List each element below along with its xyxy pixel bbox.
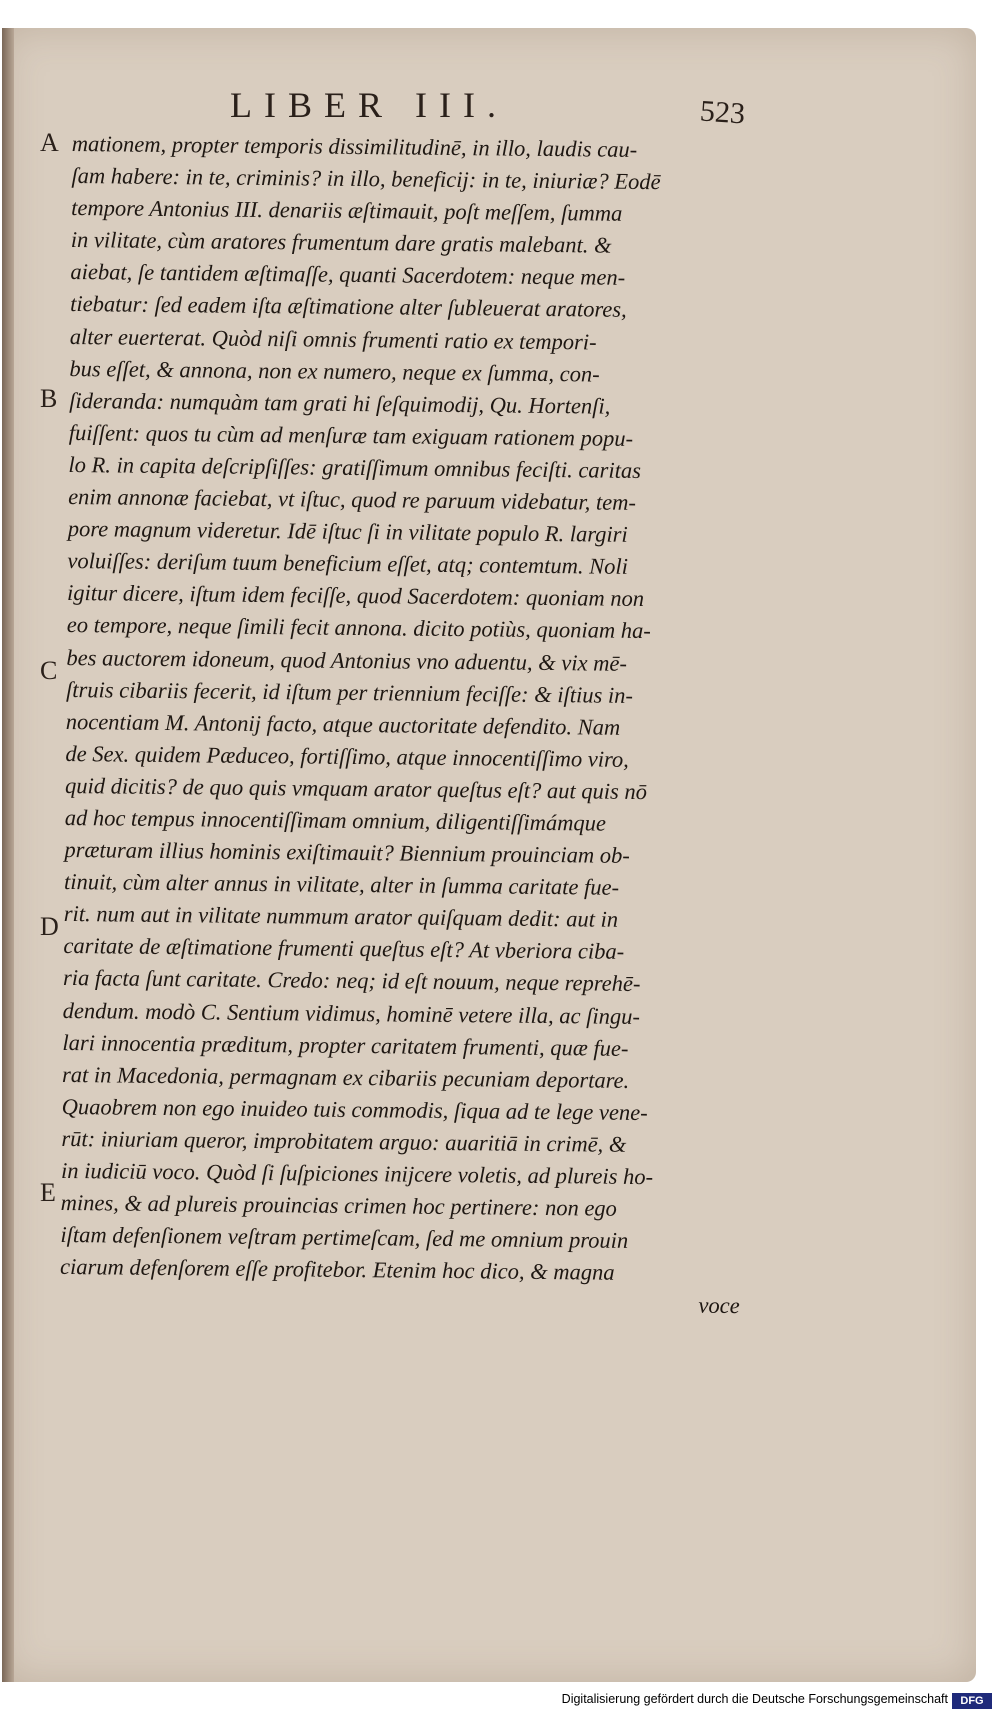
text-line: tempore Antonius III. denariis æſtimauit, poſt meſſem, ſumma [71,195,623,226]
margin-letter-c: C [40,656,58,685]
margin-letter-b: B [40,384,58,413]
text-line: pore magnum videretur. Idē iſtuc ſi in vilitate populo R. largiri [67,516,628,547]
text-line: ſam habere: in te, criminis? in illo, beneficij: in te, iniuriæ? Eodē [71,163,661,195]
text-line: mationem, propter temporis dissimilitudinē, in illo, laudis cau- [71,130,638,162]
text-line: rit. num aut in vilitate nummum arator quiſquam dedit: aut in [63,901,619,933]
margin-letter-d: D [40,912,59,941]
footer-bar [0,1690,1000,1714]
text-line: eo tempore, neque ſimili fecit annona. dicito potiùs, quoniam ha- [66,612,651,644]
page-gutter [2,28,14,1682]
dfg-logo: DFG [952,1693,992,1709]
text-line: rat in Macedonia, permagnam ex cibariis pecuniam deportare. [61,1061,630,1093]
funding-credit: Digitalisierung gefördert durch die Deutsche Forschungsgemeinschaft [561,1692,948,1706]
body-text [60,128,752,1323]
text-line: igitur dicere, iſtum idem feciſſe, quod Sacerdotem: quoniam non [67,580,645,612]
text-line: dendum. modò C. Sentium vidimus, hominē vetere illa, ac ſingu- [62,997,641,1029]
text-line: quid dicitis? de quo quis vmquam arator queſtus eſt? aut quis nō [64,772,648,804]
text-line: de Sex. quidem Pæduceo, fortiſſimo, atque innocentiſſimo viro, [65,740,629,772]
margin-letter-a: A [40,128,59,157]
text-line: ſideranda: numquàm tam grati hi ſeſquimodij, Qu. Hortenſi, [69,387,611,419]
text-line: caritate de æſtimatione frumenti queſtus eſt? At vberiora ciba- [63,933,625,965]
margin-letter-e: E [40,1178,56,1207]
text-line: lari innocentia præditum, propter caritatem frumenti, quæ fue- [62,1029,629,1061]
page-number: 523 [698,94,747,131]
text-line: aiebat, ſe tantidem æſtimaſſe, quanti Sacerdotem: neque men- [70,259,626,291]
text-line: rūt: iniuriam queror, improbitatem arguo: auaritiā in crimē, & [61,1125,627,1157]
text-line: fuiſſent: quos tu cùm ad menſuræ tam exiguam rationem popu- [68,419,634,451]
text-line: ad hoc tempus innocentiſſimam omnium, diligentiſſimámque [64,804,607,836]
text-line: nocentiam M. Antonij facto, atque auctoritate defendito. Nam [65,708,621,740]
text-line: lo R. in capita deſcripſiſſes: gratiſſimum omnibus feciſti. caritas [68,451,642,483]
text-line: bes auctorem idoneum, quod Antonius vno aduentu, & vix mē- [66,644,628,676]
text-line: tinuit, cùm alter annus in vilitate, alter in ſumma caritate fue- [63,869,620,900]
text-line: enim annonæ faciebat, vt iſtuc, quod re paruum videbatur, tem- [68,484,637,515]
text-line: tiebatur: ſed eadem iſta æſtimatione alter ſubleuerat aratores, [70,291,627,323]
catchword: voce [698,1293,740,1319]
text-line: præturam illius hominis exiſtimauit? Biennium prouinciam ob- [64,837,630,868]
text-line: iſtam defenſionem veſtram pertimeſcam, ſed me omnium prouin [60,1222,629,1254]
text-line: alter euerterat. Quòd niſi omnis frumenti ratio ex tempori- [69,323,597,355]
text-line: ria facta ſunt caritate. Credo: neq; id eſt nouum, neque reprehē- [62,965,641,997]
text-line: ciarum defenſorem eſſe profitebor. Etenim hoc dico, & magna [59,1254,615,1286]
text-line: in iudiciū voco. Quòd ſi ſuſpiciones inijcere voletis, ad plureis ho- [60,1157,654,1190]
running-head: LIBER III. [230,85,508,125]
text-line: mines, & ad plureis prouincias crimen hoc pertinere: non ego [60,1190,618,1221]
text-line: in vilitate, cùm aratores frumentum dare gratis malebant. & [70,227,612,258]
text-line: bus eſſet, & annona, non ex numero, neque ex ſumma, con- [69,355,600,387]
text-line: voluiſſes: deriſum tuum beneficium eſſet, atq; contemtum. Noli [67,548,629,580]
text-line: Quaobrem non ego inuideo tuis commodis, ſiqua ad te lege vene- [61,1093,648,1125]
text-line: ſtruis cibariis fecerit, id iſtum per triennium feciſſe: & iſtius in- [65,676,634,708]
